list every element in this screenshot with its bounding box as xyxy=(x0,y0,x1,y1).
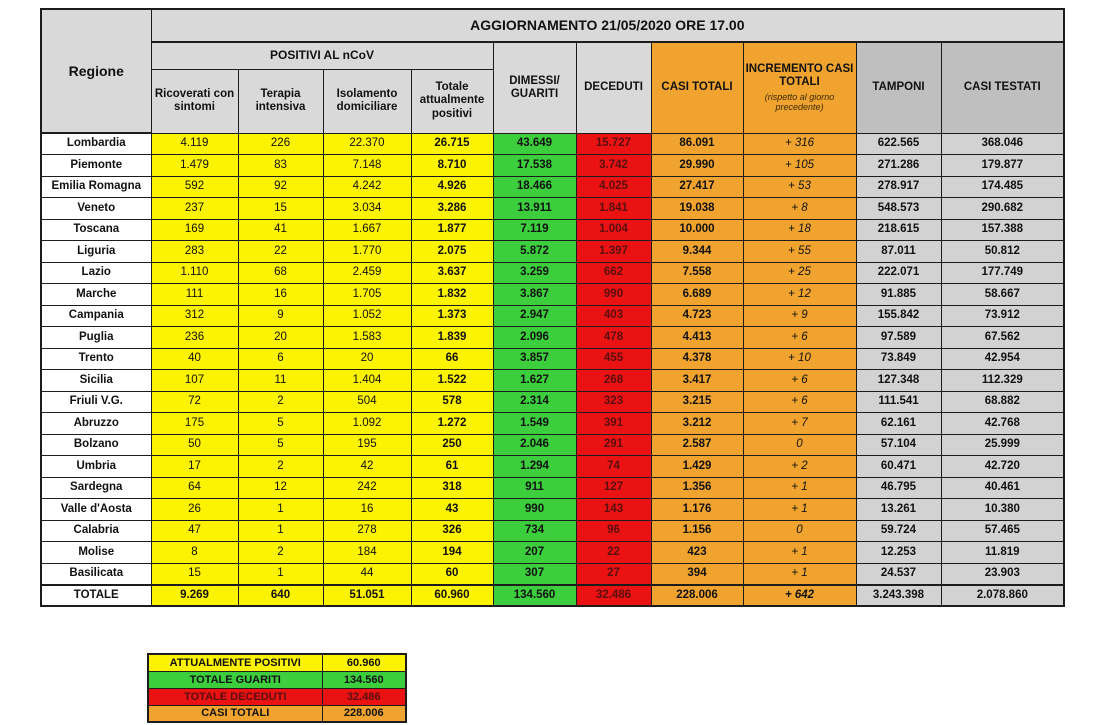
cell-ricoverati: 175 xyxy=(151,413,238,435)
table-row xyxy=(41,133,1064,155)
cell-incremento: + 6 xyxy=(743,327,856,349)
cell-tamponi: 111.541 xyxy=(856,391,941,413)
cell-guariti: 2.947 xyxy=(493,305,576,327)
cell-guariti: 2.096 xyxy=(493,327,576,349)
cell-isolamento: 16 xyxy=(323,499,411,521)
summary-label: TOTALE GUARITI xyxy=(148,671,322,688)
cell-tamponi: 218.615 xyxy=(856,219,941,241)
column-header-isolamento: Isolamento domiciliare xyxy=(323,69,411,133)
cell-deceduti: 15.727 xyxy=(576,133,651,155)
cell-deceduti: 391 xyxy=(576,413,651,435)
cell-totale-positivi: 4.926 xyxy=(411,176,493,198)
cell-totale-positivi: 578 xyxy=(411,391,493,413)
column-header-guariti: DIMESSI/ GUARITI xyxy=(493,42,576,133)
cell-terapia: 22 xyxy=(238,241,323,263)
cell-casi-testati: 25.999 xyxy=(941,434,1064,456)
cell-deceduti: 990 xyxy=(576,284,651,306)
cell-regione: Emilia Romagna xyxy=(41,176,151,198)
cell-regione: Lombardia xyxy=(41,133,151,155)
table-row xyxy=(41,348,1064,370)
cell-terapia: 16 xyxy=(238,284,323,306)
cell-ricoverati: 8 xyxy=(151,542,238,564)
cell-deceduti: 143 xyxy=(576,499,651,521)
cell-isolamento: 184 xyxy=(323,542,411,564)
cell-totale-positivi: 8.710 xyxy=(411,155,493,177)
cell-isolamento: 504 xyxy=(323,391,411,413)
cell-tamponi: 13.261 xyxy=(856,499,941,521)
cell-ricoverati: 312 xyxy=(151,305,238,327)
cell-terapia: 226 xyxy=(238,133,323,155)
cell-totale-positivi: 61 xyxy=(411,456,493,478)
cell-tamponi: 60.471 xyxy=(856,456,941,478)
cell-ricoverati: 26 xyxy=(151,499,238,521)
column-header-terapia: Terapia intensiva xyxy=(238,69,323,133)
cell-regione: Puglia xyxy=(41,327,151,349)
cell-deceduti: 1.004 xyxy=(576,219,651,241)
cell-tamponi: 548.573 xyxy=(856,198,941,220)
cell-casi-totali: 423 xyxy=(651,542,743,564)
cell-totale-positivi: 1.877 xyxy=(411,219,493,241)
cell-isolamento: 1.092 xyxy=(323,413,411,435)
cell-guariti: 911 xyxy=(493,477,576,499)
cell-regione: Sicilia xyxy=(41,370,151,392)
cell-deceduti: 3.742 xyxy=(576,155,651,177)
cell-guariti: 1.627 xyxy=(493,370,576,392)
cell-deceduti: 32.486 xyxy=(576,585,651,607)
cell-terapia: 41 xyxy=(238,219,323,241)
cell-regione: Molise xyxy=(41,542,151,564)
cell-ricoverati: 1.479 xyxy=(151,155,238,177)
cell-regione: Abruzzo xyxy=(41,413,151,435)
table-header xyxy=(41,9,1064,133)
cell-totale-positivi: 194 xyxy=(411,542,493,564)
cell-deceduti: 4.025 xyxy=(576,176,651,198)
cell-ricoverati: 15 xyxy=(151,563,238,585)
table-row xyxy=(41,176,1064,198)
cell-totale-positivi: 60 xyxy=(411,563,493,585)
cell-terapia: 83 xyxy=(238,155,323,177)
cell-deceduti: 291 xyxy=(576,434,651,456)
summary-row xyxy=(148,654,406,671)
cell-casi-testati: 157.388 xyxy=(941,219,1064,241)
cell-ricoverati: 592 xyxy=(151,176,238,198)
cell-isolamento: 1.770 xyxy=(323,241,411,263)
cell-ricoverati: 9.269 xyxy=(151,585,238,607)
cell-tamponi: 57.104 xyxy=(856,434,941,456)
cell-guariti: 3.867 xyxy=(493,284,576,306)
cell-totale-positivi: 60.960 xyxy=(411,585,493,607)
cell-casi-testati: 42.954 xyxy=(941,348,1064,370)
cell-ricoverati: 4.119 xyxy=(151,133,238,155)
cell-deceduti: 403 xyxy=(576,305,651,327)
cell-casi-totali: 3.215 xyxy=(651,391,743,413)
incremento-note: (rispetto al giorno precedente) xyxy=(764,91,835,112)
cell-incremento: + 18 xyxy=(743,219,856,241)
cell-regione: Sardegna xyxy=(41,477,151,499)
cell-incremento: + 1 xyxy=(743,563,856,585)
cell-ricoverati: 107 xyxy=(151,370,238,392)
cell-terapia: 68 xyxy=(238,262,323,284)
update-title: AGGIORNAMENTO 21/05/2020 ORE 17.00 xyxy=(151,9,1064,42)
covid-region-table xyxy=(40,8,1065,607)
cell-casi-testati: 50.812 xyxy=(941,241,1064,263)
cell-casi-testati: 179.877 xyxy=(941,155,1064,177)
cell-casi-testati: 23.903 xyxy=(941,563,1064,585)
cell-terapia: 2 xyxy=(238,391,323,413)
cell-casi-testati: 10.380 xyxy=(941,499,1064,521)
cell-guariti: 734 xyxy=(493,520,576,542)
cell-casi-totali: 4.378 xyxy=(651,348,743,370)
table-row xyxy=(41,456,1064,478)
table-body xyxy=(41,133,1064,606)
cell-casi-testati: 58.667 xyxy=(941,284,1064,306)
cell-guariti: 2.314 xyxy=(493,391,576,413)
cell-casi-testati: 112.329 xyxy=(941,370,1064,392)
cell-terapia: 15 xyxy=(238,198,323,220)
column-header-ricoverati: Ricoverati con sintomi xyxy=(151,69,238,133)
cell-terapia: 9 xyxy=(238,305,323,327)
cell-terapia: 1 xyxy=(238,499,323,521)
cell-deceduti: 478 xyxy=(576,327,651,349)
cell-totale-positivi: 2.075 xyxy=(411,241,493,263)
table-row xyxy=(41,563,1064,585)
cell-isolamento: 3.034 xyxy=(323,198,411,220)
cell-isolamento: 4.242 xyxy=(323,176,411,198)
cell-deceduti: 127 xyxy=(576,477,651,499)
cell-ricoverati: 283 xyxy=(151,241,238,263)
cell-regione: Friuli V.G. xyxy=(41,391,151,413)
cell-incremento: + 55 xyxy=(743,241,856,263)
cell-guariti: 3.259 xyxy=(493,262,576,284)
cell-tamponi: 46.795 xyxy=(856,477,941,499)
cell-ricoverati: 72 xyxy=(151,391,238,413)
cell-terapia: 2 xyxy=(238,456,323,478)
cell-totale-positivi: 3.637 xyxy=(411,262,493,284)
cell-isolamento: 44 xyxy=(323,563,411,585)
cell-regione: Bolzano xyxy=(41,434,151,456)
cell-deceduti: 662 xyxy=(576,262,651,284)
cell-incremento: + 1 xyxy=(743,477,856,499)
cell-casi-totali: 86.091 xyxy=(651,133,743,155)
cell-regione: Liguria xyxy=(41,241,151,263)
cell-guariti: 134.560 xyxy=(493,585,576,607)
summary-row xyxy=(148,688,406,705)
cell-isolamento: 42 xyxy=(323,456,411,478)
cell-tamponi: 91.885 xyxy=(856,284,941,306)
cell-isolamento: 278 xyxy=(323,520,411,542)
cell-guariti: 7.119 xyxy=(493,219,576,241)
cell-terapia: 1 xyxy=(238,520,323,542)
cell-regione: Piemonte xyxy=(41,155,151,177)
cell-casi-totali: 4.413 xyxy=(651,327,743,349)
cell-ricoverati: 236 xyxy=(151,327,238,349)
cell-totale-positivi: 1.832 xyxy=(411,284,493,306)
cell-casi-testati: 174.485 xyxy=(941,176,1064,198)
cell-isolamento: 1.404 xyxy=(323,370,411,392)
cell-tamponi: 59.724 xyxy=(856,520,941,542)
table-row xyxy=(41,477,1064,499)
totals-row xyxy=(41,585,1064,607)
cell-terapia: 640 xyxy=(238,585,323,607)
table-row xyxy=(41,262,1064,284)
table-row xyxy=(41,198,1064,220)
cell-isolamento: 7.148 xyxy=(323,155,411,177)
cell-ricoverati: 169 xyxy=(151,219,238,241)
cell-tamponi: 127.348 xyxy=(856,370,941,392)
cell-isolamento: 20 xyxy=(323,348,411,370)
cell-guariti: 207 xyxy=(493,542,576,564)
cell-ricoverati: 40 xyxy=(151,348,238,370)
cell-terapia: 5 xyxy=(238,413,323,435)
cell-casi-totali: 1.176 xyxy=(651,499,743,521)
cell-casi-totali: 394 xyxy=(651,563,743,585)
cell-tamponi: 97.589 xyxy=(856,327,941,349)
cell-terapia: 5 xyxy=(238,434,323,456)
cell-isolamento: 1.667 xyxy=(323,219,411,241)
cell-ricoverati: 47 xyxy=(151,520,238,542)
cell-incremento: + 10 xyxy=(743,348,856,370)
column-header-incremento xyxy=(743,42,856,133)
table-row xyxy=(41,241,1064,263)
column-header-tamponi: TAMPONI xyxy=(856,42,941,133)
cell-casi-totali: 9.344 xyxy=(651,241,743,263)
cell-terapia: 2 xyxy=(238,542,323,564)
cell-casi-testati: 42.768 xyxy=(941,413,1064,435)
cell-casi-totali: 27.417 xyxy=(651,176,743,198)
cell-casi-testati: 68.882 xyxy=(941,391,1064,413)
cell-incremento: + 2 xyxy=(743,456,856,478)
cell-deceduti: 27 xyxy=(576,563,651,585)
cell-casi-totali: 228.006 xyxy=(651,585,743,607)
cell-isolamento: 51.051 xyxy=(323,585,411,607)
cell-totale-positivi: 3.286 xyxy=(411,198,493,220)
table-row xyxy=(41,391,1064,413)
table-row xyxy=(41,413,1064,435)
summary-body xyxy=(148,654,406,722)
cell-guariti: 17.538 xyxy=(493,155,576,177)
cell-casi-testati: 40.461 xyxy=(941,477,1064,499)
column-header-totale-positivi: Totale attualmente positivi xyxy=(411,69,493,133)
cell-incremento: + 105 xyxy=(743,155,856,177)
cell-incremento: + 9 xyxy=(743,305,856,327)
cell-totale-positivi: 43 xyxy=(411,499,493,521)
cell-incremento: + 6 xyxy=(743,391,856,413)
cell-guariti: 1.549 xyxy=(493,413,576,435)
cell-ricoverati: 237 xyxy=(151,198,238,220)
cell-casi-testati: 290.682 xyxy=(941,198,1064,220)
cell-terapia: 11 xyxy=(238,370,323,392)
cell-casi-testati: 2.078.860 xyxy=(941,585,1064,607)
cell-deceduti: 268 xyxy=(576,370,651,392)
region-column-header: Regione xyxy=(41,9,151,133)
cell-totale-positivi: 66 xyxy=(411,348,493,370)
cell-deceduti: 323 xyxy=(576,391,651,413)
incremento-label: INCREMENTO CASI TOTALI xyxy=(745,63,854,89)
cell-incremento: + 25 xyxy=(743,262,856,284)
table-row xyxy=(41,155,1064,177)
table-row xyxy=(41,305,1064,327)
cell-incremento: + 6 xyxy=(743,370,856,392)
summary-value: 228.006 xyxy=(322,705,406,722)
positivi-group-header: POSITIVI AL nCoV xyxy=(151,42,493,69)
cell-terapia: 92 xyxy=(238,176,323,198)
cell-incremento: + 642 xyxy=(743,585,856,607)
cell-isolamento: 1.705 xyxy=(323,284,411,306)
cell-regione: Umbria xyxy=(41,456,151,478)
cell-isolamento: 1.052 xyxy=(323,305,411,327)
cell-casi-testati: 177.749 xyxy=(941,262,1064,284)
table-row xyxy=(41,370,1064,392)
cell-casi-testati: 57.465 xyxy=(941,520,1064,542)
cell-casi-testati: 67.562 xyxy=(941,327,1064,349)
cell-ricoverati: 17 xyxy=(151,456,238,478)
cell-terapia: 6 xyxy=(238,348,323,370)
cell-guariti: 990 xyxy=(493,499,576,521)
cell-tamponi: 222.071 xyxy=(856,262,941,284)
cell-deceduti: 1.841 xyxy=(576,198,651,220)
summary-value: 60.960 xyxy=(322,654,406,671)
cell-totale-positivi: 26.715 xyxy=(411,133,493,155)
cell-terapia: 12 xyxy=(238,477,323,499)
summary-value: 32.486 xyxy=(322,688,406,705)
cell-deceduti: 74 xyxy=(576,456,651,478)
cell-guariti: 2.046 xyxy=(493,434,576,456)
cell-tamponi: 73.849 xyxy=(856,348,941,370)
cell-incremento: + 1 xyxy=(743,499,856,521)
cell-incremento: 0 xyxy=(743,520,856,542)
cell-deceduti: 22 xyxy=(576,542,651,564)
cell-regione: Toscana xyxy=(41,219,151,241)
cell-casi-testati: 368.046 xyxy=(941,133,1064,155)
cell-guariti: 3.857 xyxy=(493,348,576,370)
summary-label: CASI TOTALI xyxy=(148,705,322,722)
cell-casi-totali: 2.587 xyxy=(651,434,743,456)
cell-casi-totali: 1.156 xyxy=(651,520,743,542)
cell-totale-positivi: 326 xyxy=(411,520,493,542)
cell-regione: Marche xyxy=(41,284,151,306)
cell-totale-positivi: 250 xyxy=(411,434,493,456)
summary-table xyxy=(147,653,407,723)
cell-regione: Calabria xyxy=(41,520,151,542)
cell-totale-positivi: 1.272 xyxy=(411,413,493,435)
cell-deceduti: 455 xyxy=(576,348,651,370)
cell-casi-testati: 42.720 xyxy=(941,456,1064,478)
cell-isolamento: 195 xyxy=(323,434,411,456)
cell-regione: Lazio xyxy=(41,262,151,284)
cell-regione: TOTALE xyxy=(41,585,151,607)
cell-totale-positivi: 1.373 xyxy=(411,305,493,327)
cell-guariti: 1.294 xyxy=(493,456,576,478)
cell-tamponi: 155.842 xyxy=(856,305,941,327)
cell-ricoverati: 50 xyxy=(151,434,238,456)
cell-guariti: 307 xyxy=(493,563,576,585)
cell-incremento: + 8 xyxy=(743,198,856,220)
cell-tamponi: 278.917 xyxy=(856,176,941,198)
cell-regione: Trento xyxy=(41,348,151,370)
column-header-deceduti: DECEDUTI xyxy=(576,42,651,133)
cell-incremento: + 316 xyxy=(743,133,856,155)
table-row xyxy=(41,520,1064,542)
cell-isolamento: 2.459 xyxy=(323,262,411,284)
column-header-casi-totali: CASI TOTALI xyxy=(651,42,743,133)
summary-row xyxy=(148,671,406,688)
cell-totale-positivi: 318 xyxy=(411,477,493,499)
cell-incremento: + 1 xyxy=(743,542,856,564)
cell-totale-positivi: 1.839 xyxy=(411,327,493,349)
cell-isolamento: 1.583 xyxy=(323,327,411,349)
cell-casi-totali: 1.429 xyxy=(651,456,743,478)
table-row xyxy=(41,499,1064,521)
cell-terapia: 20 xyxy=(238,327,323,349)
cell-isolamento: 242 xyxy=(323,477,411,499)
cell-incremento: 0 xyxy=(743,434,856,456)
cell-regione: Basilicata xyxy=(41,563,151,585)
cell-casi-testati: 73.912 xyxy=(941,305,1064,327)
cell-totale-positivi: 1.522 xyxy=(411,370,493,392)
cell-guariti: 18.466 xyxy=(493,176,576,198)
cell-incremento: + 53 xyxy=(743,176,856,198)
table-row xyxy=(41,434,1064,456)
column-header-casi-testati: CASI TESTATI xyxy=(941,42,1064,133)
cell-ricoverati: 1.110 xyxy=(151,262,238,284)
cell-incremento: + 12 xyxy=(743,284,856,306)
cell-casi-testati: 11.819 xyxy=(941,542,1064,564)
summary-label: ATTUALMENTE POSITIVI xyxy=(148,654,322,671)
cell-regione: Veneto xyxy=(41,198,151,220)
cell-casi-totali: 3.212 xyxy=(651,413,743,435)
cell-casi-totali: 29.990 xyxy=(651,155,743,177)
cell-deceduti: 1.397 xyxy=(576,241,651,263)
cell-tamponi: 3.243.398 xyxy=(856,585,941,607)
cell-tamponi: 62.161 xyxy=(856,413,941,435)
table-row xyxy=(41,219,1064,241)
cell-casi-totali: 7.558 xyxy=(651,262,743,284)
cell-tamponi: 622.565 xyxy=(856,133,941,155)
cell-tamponi: 87.011 xyxy=(856,241,941,263)
table-row xyxy=(41,327,1064,349)
cell-ricoverati: 64 xyxy=(151,477,238,499)
cell-tamponi: 271.286 xyxy=(856,155,941,177)
cell-ricoverati: 111 xyxy=(151,284,238,306)
cell-casi-totali: 3.417 xyxy=(651,370,743,392)
cell-regione: Campania xyxy=(41,305,151,327)
cell-terapia: 1 xyxy=(238,563,323,585)
cell-isolamento: 22.370 xyxy=(323,133,411,155)
cell-casi-totali: 6.689 xyxy=(651,284,743,306)
summary-row xyxy=(148,705,406,722)
summary-label: TOTALE DECEDUTI xyxy=(148,688,322,705)
summary-value: 134.560 xyxy=(322,671,406,688)
cell-guariti: 43.649 xyxy=(493,133,576,155)
table-row xyxy=(41,542,1064,564)
cell-guariti: 5.872 xyxy=(493,241,576,263)
cell-tamponi: 12.253 xyxy=(856,542,941,564)
cell-deceduti: 96 xyxy=(576,520,651,542)
cell-casi-totali: 4.723 xyxy=(651,305,743,327)
cell-casi-totali: 10.000 xyxy=(651,219,743,241)
table-row xyxy=(41,284,1064,306)
cell-casi-totali: 19.038 xyxy=(651,198,743,220)
cell-guariti: 13.911 xyxy=(493,198,576,220)
cell-tamponi: 24.537 xyxy=(856,563,941,585)
cell-regione: Valle d'Aosta xyxy=(41,499,151,521)
cell-casi-totali: 1.356 xyxy=(651,477,743,499)
cell-incremento: + 7 xyxy=(743,413,856,435)
